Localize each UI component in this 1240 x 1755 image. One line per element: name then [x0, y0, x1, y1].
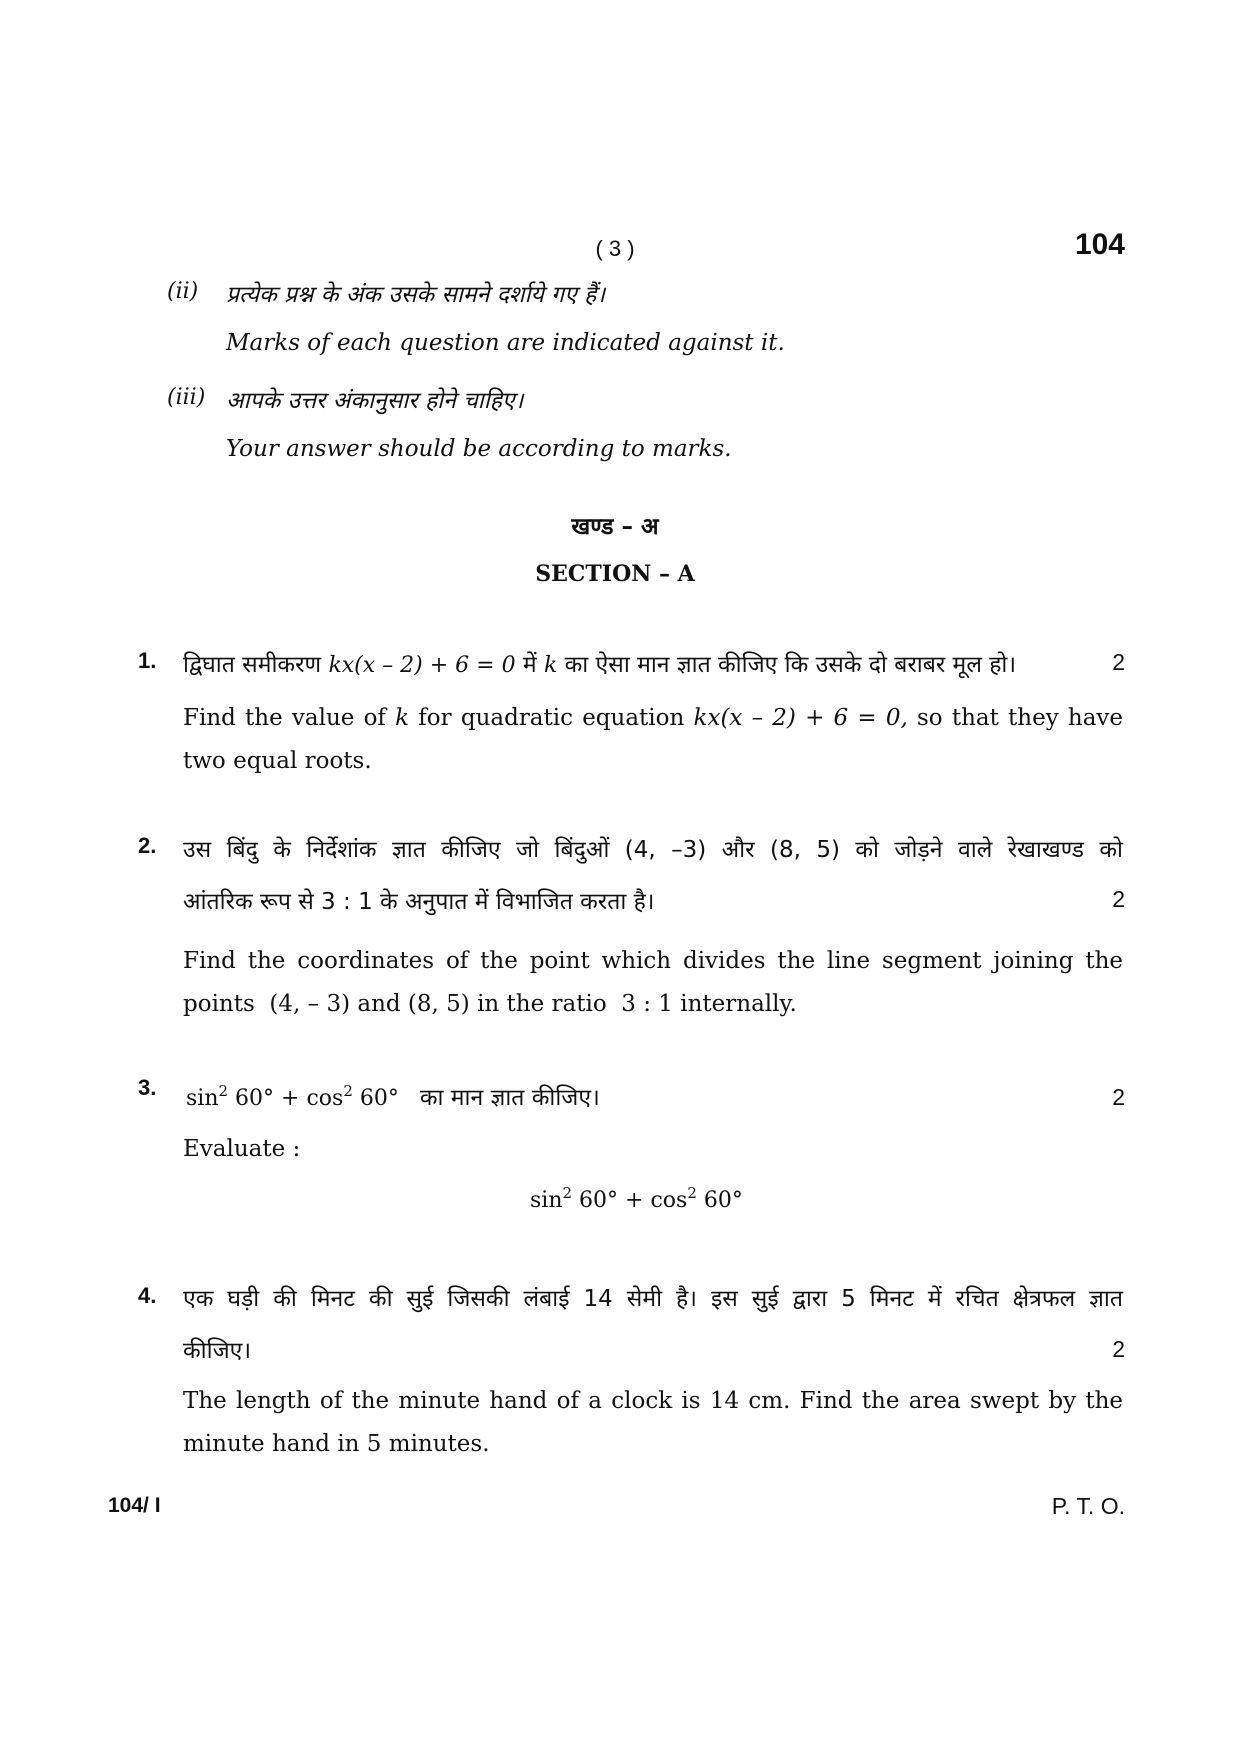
angle: 60° [579, 1188, 619, 1213]
question-1-english-part: so that they have [916, 705, 1124, 731]
plus-sign: + [618, 1188, 651, 1213]
marks: 2 [1112, 649, 1125, 675]
question-number: 4. [138, 1283, 157, 1308]
question-1-english-line: two equal roots. [183, 748, 372, 774]
question-1-hindi-part: द्विघात समीकरण [183, 652, 322, 678]
question-2-english-line: Find the coordinates of the point which divides the line segment joining the [183, 948, 1123, 974]
section-title-hindi: खण्ड – अ [571, 514, 659, 540]
question-4-hindi-line: एक घड़ी की मिनट की सुई जिसकी लंबाई 14 सेमी है। इस सुई द्वारा 5 मिनट में रचित क्षेत्रफल ज्ञात [183, 1286, 1123, 1312]
exponent: 2 [218, 1082, 229, 1100]
sin-text: sin [186, 1086, 219, 1111]
question-3-english-label: Evaluate : [183, 1136, 301, 1162]
question-4-hindi-line: कीजिए। [183, 1338, 252, 1364]
variable-k: k [543, 653, 558, 678]
question-2-hindi-line: उस बिंदु के निर्देशांक ज्ञात कीजिए जो बिंदुओं (4, –3) और (8, 5) को जोड़ने वाले रेखाखण्ड को [183, 837, 1123, 863]
exponent: 2 [562, 1184, 573, 1202]
instruction-english: Your answer should be according to marks. [226, 436, 732, 462]
question-number: 2. [138, 833, 157, 858]
cos-text: cos [650, 1188, 688, 1213]
marks: 2 [1112, 886, 1125, 912]
angle: 60° [703, 1188, 743, 1213]
question-1-english-line [183, 705, 1123, 731]
page-indicator: ( 3 ) [595, 236, 635, 261]
question-2-english-line: points (4, – 3) and (8, 5) in the ratio 3 : 1 internally. [183, 991, 797, 1017]
centered-expression [530, 1184, 743, 1213]
question-1-hindi-part: में [522, 652, 537, 678]
question-3-hindi-text: का मान ज्ञात कीजिए। [419, 1085, 600, 1111]
instruction-hindi: आपके उत्तर अंकानुसार होने चाहिए। [226, 388, 524, 414]
exponent: 2 [343, 1082, 353, 1100]
plus-sign: + [274, 1086, 307, 1111]
question-4-english-line: minute hand in 5 minutes. [183, 1431, 490, 1457]
question-1-english-part: Find the value of [183, 705, 386, 731]
instruction-number: (ii) [167, 279, 199, 304]
angle: 60° [235, 1086, 275, 1111]
question-1-english-part: for quadratic equation [418, 705, 685, 731]
question-number: 1. [138, 648, 157, 673]
sin-squared-expression [186, 1082, 406, 1111]
variable-k: k [395, 705, 410, 731]
question-number: 3. [138, 1075, 157, 1100]
question-4-english-line: The length of the minute hand of a clock is 14 cm. Find the area swept by the [183, 1388, 1123, 1414]
footer-code: 104/ I [108, 1494, 161, 1517]
marks: 2 [1112, 1084, 1125, 1110]
equation: kx(x – 2) + 6 = 0 [328, 653, 516, 678]
instruction-english: Marks of each question are indicated against it. [226, 330, 785, 356]
footer-pto: P. T. O. [1051, 1493, 1125, 1519]
instruction-hindi: प्रत्येक प्रश्न के अंक उसके सामने दर्शाये गए हैं। [226, 282, 606, 308]
angle: 60° [359, 1086, 399, 1111]
sin-text: sin [530, 1188, 563, 1213]
section-title-english: SECTION – A [535, 561, 695, 587]
question-3-hindi [186, 1080, 600, 1112]
question-1-hindi [183, 647, 1016, 679]
cos-text: cos [306, 1086, 344, 1111]
paper-code: 104 [1074, 228, 1125, 261]
question-2-hindi-line: आंतरिक रूप से 3 : 1 के अनुपात में विभाजित करता है। [183, 889, 655, 915]
question-1-hindi-part: का ऐसा मान ज्ञात कीजिए कि उसके दो बराबर मूल हो। [564, 652, 1017, 678]
instruction-number: (iii) [167, 385, 206, 410]
exponent: 2 [687, 1184, 697, 1202]
equation: kx(x – 2) + 6 = 0, [693, 705, 908, 731]
marks: 2 [1112, 1336, 1125, 1362]
